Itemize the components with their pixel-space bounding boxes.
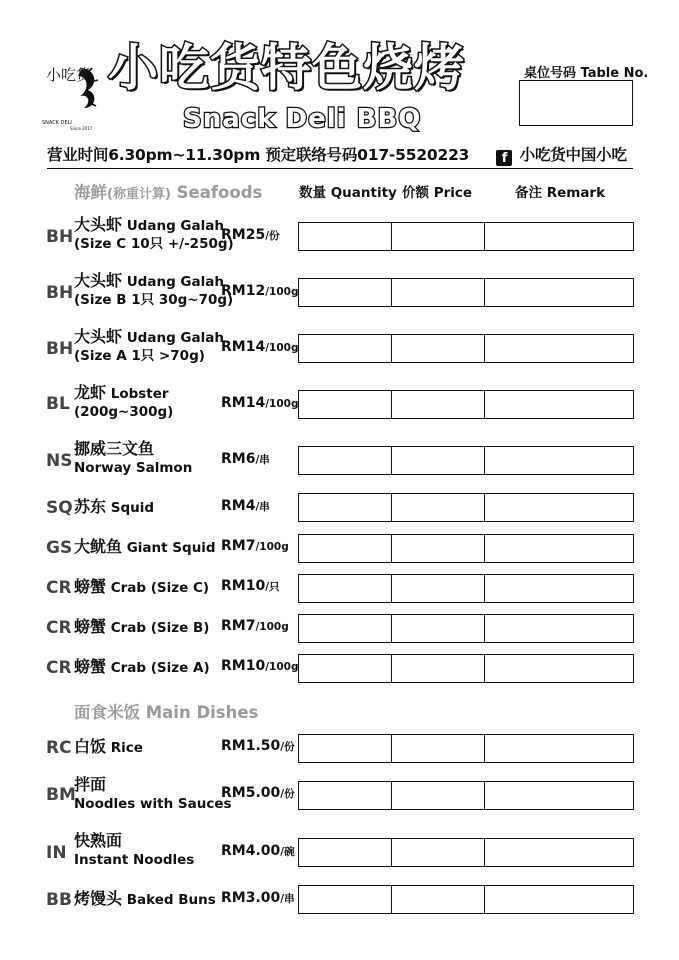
quantity-box[interactable] — [299, 335, 392, 362]
order-entry-row — [298, 334, 634, 363]
remark-box[interactable] — [485, 782, 633, 809]
item-name-sub: (Size A 1只 >70g) — [74, 348, 205, 364]
section-seafood-en: Seafoods — [176, 183, 263, 202]
remark-box[interactable] — [485, 223, 633, 250]
item-code: BB — [46, 890, 72, 910]
item-price-value: RM1.50 — [221, 738, 281, 754]
item-code: BH — [46, 339, 74, 359]
item-price-value: RM7 — [221, 538, 256, 554]
order-entry-row — [298, 390, 634, 419]
logo-sub: SNACK DELI — [42, 120, 72, 126]
order-entry-row — [298, 838, 634, 867]
item-name-cn: 螃蟹 — [74, 657, 107, 676]
section-seafood-cn: 海鲜 — [74, 183, 107, 202]
item-name — [74, 216, 234, 253]
item-name — [74, 618, 209, 637]
price-box[interactable] — [392, 279, 485, 306]
quantity-box[interactable] — [299, 494, 392, 521]
facebook-icon: f — [496, 150, 512, 166]
item-price-unit: /100g — [265, 398, 299, 410]
booking-number: 预定联络号码017-5520223 — [265, 146, 470, 164]
item-name — [74, 384, 173, 421]
item-code: CR — [46, 618, 72, 638]
quantity-box[interactable] — [299, 575, 392, 602]
price-box[interactable] — [392, 735, 485, 762]
item-name-en: Udang Galah — [126, 218, 224, 234]
quantity-box[interactable] — [299, 391, 392, 418]
item-name-cn: 挪威三文鱼 — [74, 439, 155, 458]
remark-box[interactable] — [485, 615, 633, 642]
item-name-sub: Instant Noodles — [74, 852, 195, 868]
item-price-unit: /100g — [265, 661, 299, 673]
price-box[interactable] — [392, 391, 485, 418]
price-box[interactable] — [392, 615, 485, 642]
item-name — [74, 498, 154, 517]
item-price-unit: /份 — [280, 788, 295, 800]
item-name-en: Baked Buns — [126, 892, 216, 908]
quantity-box[interactable] — [299, 223, 392, 250]
item-name-cn: 拌面 — [74, 775, 107, 794]
item-price — [221, 395, 298, 411]
column-price: 价额 Price — [402, 185, 473, 201]
item-name-cn: 大鱿鱼 — [74, 537, 123, 556]
info-line — [47, 143, 627, 166]
item-price — [221, 785, 295, 801]
item-price-value: RM10 — [221, 578, 266, 594]
remark-box[interactable] — [485, 839, 633, 866]
item-price — [221, 618, 289, 634]
item-name-sub: Norway Salmon — [74, 460, 193, 476]
remark-box[interactable] — [485, 335, 633, 362]
logo-char: 小吃货 — [46, 66, 92, 84]
price-box[interactable] — [392, 782, 485, 809]
item-name-cn: 快熟面 — [74, 831, 123, 850]
order-entry-row — [298, 534, 634, 563]
item-name — [74, 328, 224, 365]
order-entry-row — [298, 734, 634, 763]
item-price — [221, 658, 298, 674]
remark-box[interactable] — [485, 735, 633, 762]
item-price-unit: /串 — [255, 501, 270, 513]
remark-box[interactable] — [485, 886, 633, 913]
item-code: CR — [46, 578, 72, 598]
order-entry-row — [298, 885, 634, 914]
item-name — [74, 776, 232, 813]
item-price-unit: /份 — [280, 741, 295, 753]
item-price-value: RM14 — [221, 339, 266, 355]
item-code: SQ — [46, 498, 73, 518]
item-name — [74, 890, 216, 909]
item-price — [221, 538, 289, 554]
item-code: BL — [46, 394, 70, 414]
item-name-cn: 苏东 — [74, 497, 107, 516]
item-name-cn: 螃蟹 — [74, 617, 107, 636]
item-code: BM — [46, 785, 76, 805]
item-code: GS — [46, 538, 73, 558]
item-name — [74, 440, 192, 477]
item-price — [221, 890, 295, 906]
item-price-value: RM4.00 — [221, 843, 281, 859]
logo-since: Since 2017 — [70, 126, 93, 131]
item-code: BH — [46, 227, 74, 247]
item-name-en: Udang Galah — [126, 274, 224, 290]
table-number-label: 桌位号码 Table No. — [524, 66, 649, 81]
quantity-box[interactable] — [299, 782, 392, 809]
remark-box[interactable] — [485, 447, 633, 474]
section-main-cn: 面食米饭 — [74, 703, 140, 722]
order-entry-row — [298, 614, 634, 643]
column-remark: 备注 Remark — [515, 185, 606, 201]
quantity-box[interactable] — [299, 735, 392, 762]
item-code: IN — [46, 843, 67, 863]
remark-box[interactable] — [485, 494, 633, 521]
item-name — [74, 538, 216, 557]
item-price-unit: /100g — [265, 286, 299, 298]
remark-box[interactable] — [485, 575, 633, 602]
price-box[interactable] — [392, 447, 485, 474]
remark-box[interactable] — [485, 279, 633, 306]
item-name-cn: 白饭 — [74, 737, 107, 756]
item-price — [221, 843, 295, 859]
item-name-sub: Noodles with Sauces — [74, 796, 232, 812]
table-number-box[interactable] — [519, 80, 633, 126]
order-entry-row — [298, 493, 634, 522]
order-entry-row — [298, 446, 634, 475]
item-price — [221, 227, 280, 243]
item-name-cn: 大头虾 — [74, 327, 123, 346]
item-price-value: RM7 — [221, 618, 256, 634]
section-main-dishes — [74, 699, 258, 723]
item-name-en: Rice — [110, 740, 143, 756]
quantity-box[interactable] — [299, 279, 392, 306]
item-price-unit: /碗 — [280, 846, 295, 858]
section-seafood-note: (称重计算) — [107, 187, 171, 202]
price-box[interactable] — [392, 335, 485, 362]
item-price-unit: /100g — [265, 342, 299, 354]
item-name-sub: (200g~300g) — [74, 404, 174, 420]
item-name-en: Squid — [110, 500, 155, 516]
item-name-cn: 烤馒头 — [74, 889, 123, 908]
item-name-sub: (Size B 1只 30g~70g) — [74, 292, 234, 308]
facebook-page-name: 小吃货中国小吃 — [519, 146, 627, 164]
item-price-value: RM10 — [221, 658, 266, 674]
item-name-sub: (Size C 10只 +/-250g) — [74, 236, 234, 252]
item-code: BH — [46, 283, 74, 303]
item-price-value: RM3.00 — [221, 890, 281, 906]
quantity-box[interactable] — [299, 655, 392, 682]
item-name-en: Udang Galah — [126, 330, 224, 346]
item-price — [221, 339, 298, 355]
order-entry-row — [298, 574, 634, 603]
item-price — [221, 283, 298, 299]
item-price — [221, 451, 270, 467]
quantity-box[interactable] — [299, 615, 392, 642]
title-chinese: 小吃货特色烧烤 — [108, 39, 465, 97]
item-name — [74, 272, 233, 309]
order-entry-row — [298, 781, 634, 810]
item-price — [221, 738, 295, 754]
dragon-logo — [42, 62, 100, 132]
item-price-value: RM25 — [221, 227, 266, 243]
item-code: NS — [46, 451, 73, 471]
item-name — [74, 658, 210, 677]
item-price-unit: /100g — [255, 541, 289, 553]
item-name-en: Crab (Size B) — [110, 620, 210, 636]
item-name-cn: 龙虾 — [74, 383, 107, 402]
quantity-box[interactable] — [299, 535, 392, 562]
item-price-value: RM12 — [221, 283, 266, 299]
item-name — [74, 738, 143, 757]
item-price-unit: /串 — [280, 893, 295, 905]
item-price — [221, 578, 280, 594]
price-box[interactable] — [392, 839, 485, 866]
item-price-unit: /串 — [255, 454, 270, 466]
quantity-box[interactable] — [299, 886, 392, 913]
remark-box[interactable] — [485, 535, 633, 562]
section-seafood — [74, 179, 262, 203]
item-name — [74, 832, 194, 869]
item-name-cn: 大头虾 — [74, 215, 123, 234]
order-entry-row — [298, 222, 634, 251]
item-price-unit: /100g — [255, 621, 289, 633]
price-box[interactable] — [392, 223, 485, 250]
item-name-cn: 大头虾 — [74, 271, 123, 290]
item-name — [74, 578, 209, 597]
quantity-box[interactable] — [299, 839, 392, 866]
item-name-en: Crab (Size A) — [110, 660, 210, 676]
item-name-en: Lobster — [110, 386, 169, 402]
business-hours: 营业时间6.30pm~11.30pm — [47, 146, 261, 164]
price-box[interactable] — [392, 575, 485, 602]
item-code: RC — [46, 738, 72, 758]
item-price-unit: /份 — [265, 230, 280, 242]
column-quantity: 数量 Quantity — [299, 185, 397, 201]
price-box[interactable] — [392, 494, 485, 521]
order-entry-row — [298, 654, 634, 683]
item-name-cn: 螃蟹 — [74, 577, 107, 596]
item-price-value: RM6 — [221, 451, 256, 467]
price-box[interactable] — [392, 535, 485, 562]
section-main-en: Main Dishes — [145, 703, 259, 722]
order-entry-row — [298, 278, 634, 307]
item-price-unit: /只 — [265, 581, 280, 593]
header-divider — [47, 168, 633, 169]
title-english: Snack Deli BBQ — [183, 104, 422, 134]
item-name-en: Giant Squid — [126, 540, 216, 556]
quantity-box[interactable] — [299, 447, 392, 474]
item-name-en: Crab (Size C) — [110, 580, 210, 596]
price-box[interactable] — [392, 655, 485, 682]
item-price-value: RM5.00 — [221, 785, 281, 801]
remark-box[interactable] — [485, 391, 633, 418]
item-price — [221, 498, 270, 514]
price-box[interactable] — [392, 886, 485, 913]
item-price-value: RM14 — [221, 395, 266, 411]
item-price-value: RM4 — [221, 498, 256, 514]
remark-box[interactable] — [485, 655, 633, 682]
item-code: CR — [46, 658, 72, 678]
